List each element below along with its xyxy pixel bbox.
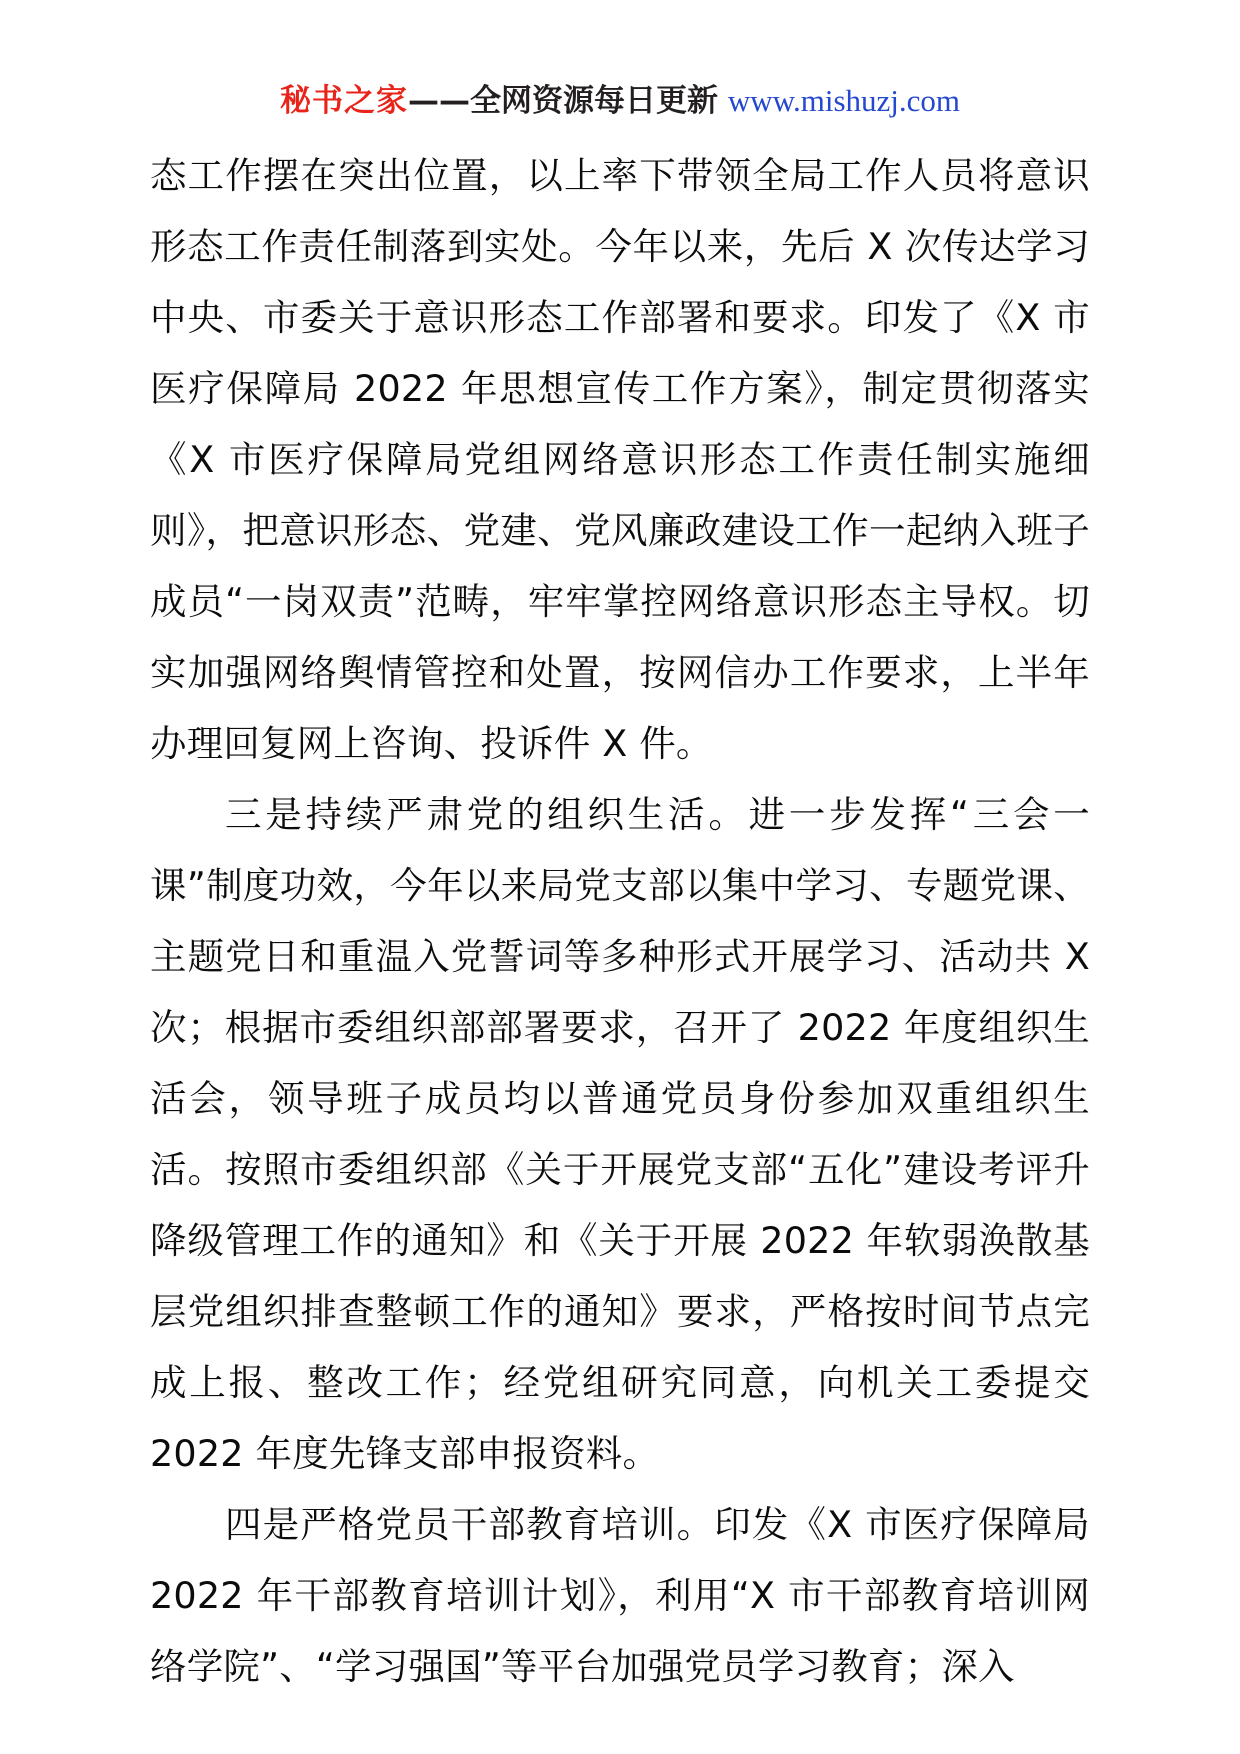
site-brand-label: 秘书之家 bbox=[279, 83, 408, 119]
paragraph-3: 四是严格党员干部教育培训。印发《X 市医疗保障局 2022 年干部教育培训计划》，利用“X 市干部教育培训网络学院”、“学习强国”等平台加强党员学习教育；深入 bbox=[150, 1503, 1090, 1688]
paragraph-2: 三是持续严肃党的组织生活。进一步发挥“三会一课”制度功效，今年以来局党支部以集中学习、专题党课、主题党日和重温入党誓词等多种形式开展学习、活动共 X 次；根据市委组织部部署要求，召开了 2022 年度组织生活会，领导班子成员均以普通党员身份参加双重组织生活。按照市委组织部《关于开展党支部“五化”建设考评升降级管理工作的通知》和《关于开展 2022 年软弱涣散基层党组织排查整顿工作的通知》要求，严格按时间节点完成上报、整改工作；经党组研究同意，向机关工委提交 2022 年度先锋支部申报资料。 bbox=[150, 793, 1090, 1475]
paragraph-1: 态工作摆在突出位置，以上率下带领全局工作人员将意识形态工作责任制落到实处。今年以来，先后 X 次传达学习中央、市委关于意识形态工作部署和要求。印发了《X 市医疗保障局 2022 年思想宣传工作方案》，制定贯彻落实《X 市医疗保障局党组网络意识形态工作责任制实施细则》，把意识形态、党建、党风廉政建设工作一起纳入班子成员“一岗双责”范畴，牢牢掌控网络意识形态主导权。切实加强网络舆情管控和处置，按网信办工作要求，上半年办理回复网上咨询、投诉件 X 件。 bbox=[150, 154, 1090, 765]
site-url-link[interactable]: www.mishuzj.com bbox=[727, 83, 961, 118]
document-body bbox=[150, 140, 1090, 1702]
watermark-header bbox=[0, 82, 1240, 120]
site-tagline-label: ——全网资源每日更新 bbox=[407, 83, 718, 119]
